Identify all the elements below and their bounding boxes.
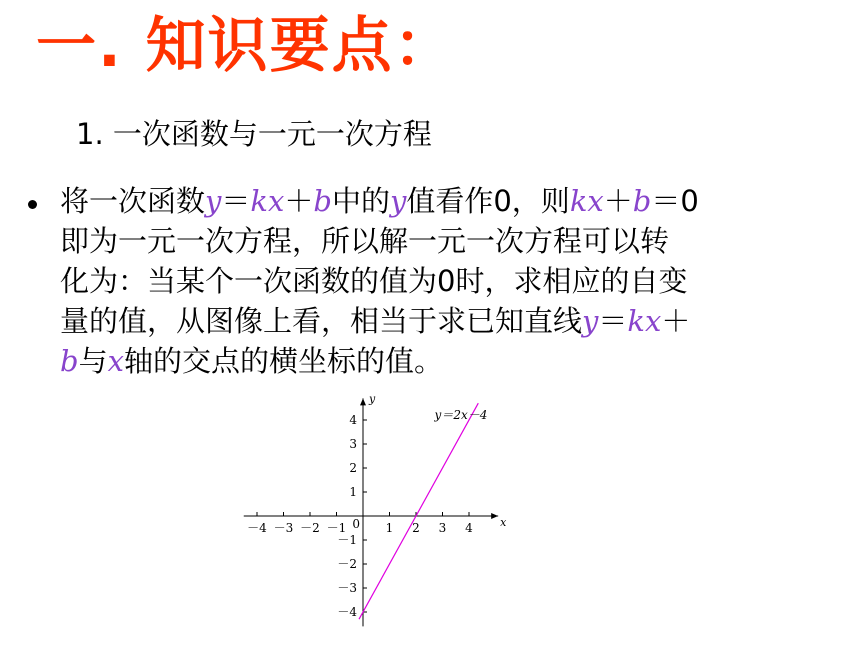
y-tick-label: 3 [349, 437, 357, 451]
y-tick-label: 2 [349, 461, 357, 475]
origin-label: 0 [352, 517, 360, 531]
explanation-paragraph [60, 181, 820, 381]
math-variable: x [107, 344, 124, 378]
paragraph-line-5 [60, 341, 820, 381]
x-tick-label: 2 [412, 521, 420, 535]
y-tick-label: 1 [349, 485, 357, 499]
text-run: ＋ [284, 184, 314, 218]
math-variable: y [389, 184, 407, 218]
text-run: 轴的交点的横坐标的值。 [123, 344, 443, 378]
math-variable: b [632, 184, 652, 218]
paragraph-line-1 [60, 181, 820, 221]
x-axis-label: x [500, 516, 507, 529]
text-run: ＝ [598, 304, 628, 338]
y-tick-label: －3 [337, 581, 357, 595]
text-run: 中的 [331, 184, 390, 218]
math-variable: y [205, 184, 222, 218]
text-run: 将一次函数 [60, 184, 206, 218]
math-variable: b [60, 344, 79, 378]
y-axis-label: y [369, 392, 376, 406]
bullet-dot [28, 200, 37, 209]
x-tick-label: 3 [438, 521, 447, 535]
y-tick-label: 4 [349, 413, 357, 427]
text-run: 与 [78, 344, 108, 378]
text-run: 即为一元一次方程，所以解一元一次方程可以转 [60, 224, 670, 258]
paragraph-line-2 [60, 221, 820, 261]
text-run: ＝0 [651, 184, 699, 218]
x-tick-label: －2 [300, 521, 320, 535]
x-tick-label: 1 [385, 521, 394, 535]
text-run: ＝ [221, 184, 251, 218]
math-variable: y [582, 304, 599, 338]
text-run: 量的值，从图像上看，相当于求已知直线 [60, 304, 583, 338]
x-tick-label: －1 [326, 521, 347, 535]
math-variable: kx [250, 184, 285, 218]
function-line-label: y＝2x－4 [434, 407, 488, 422]
text-run: ＋ [661, 304, 691, 338]
section-title: 一. 知识要点： [36, 11, 456, 81]
text-run: ＋ [603, 184, 633, 218]
paragraph-line-4 [60, 301, 820, 341]
math-variable: b [313, 184, 332, 218]
text-run: 值看作0，则 [406, 184, 570, 218]
y-tick-label: －4 [337, 605, 357, 619]
subsection-heading: 1. 一次函数与一元一次方程 [76, 117, 432, 151]
y-tick-label: －1 [337, 533, 357, 547]
x-tick-label: －3 [273, 521, 294, 535]
text-run: 化为：当某个一次函数的值为0时，求相应的自变 [60, 264, 688, 298]
y-tick-label: －2 [337, 557, 357, 571]
paragraph-line-3 [60, 261, 820, 301]
y-axis-arrow [360, 398, 366, 405]
math-variable: kx [627, 304, 662, 338]
linear-function-graph [238, 388, 518, 628]
math-variable: kx [569, 184, 604, 218]
x-tick-label: －4 [247, 521, 267, 535]
x-tick-label: 4 [465, 521, 473, 535]
function-line [359, 403, 478, 619]
x-axis-arrow [491, 513, 498, 519]
